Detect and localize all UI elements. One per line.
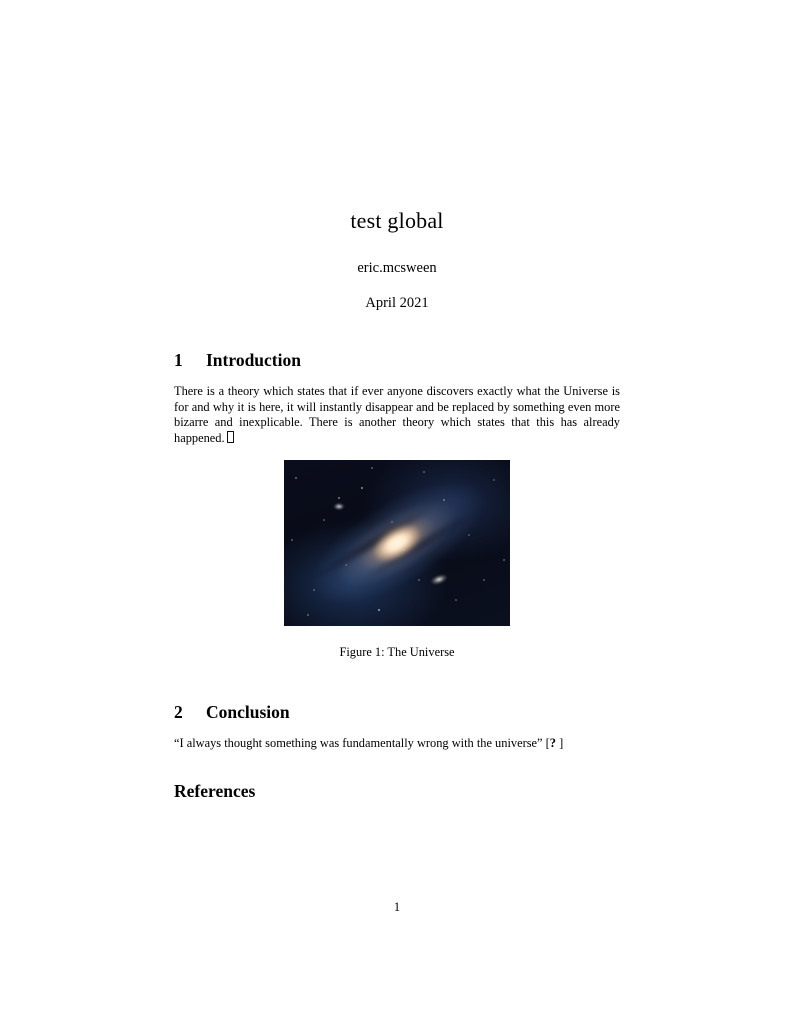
citation-bracket-close: ] (559, 736, 564, 751)
document-content (174, 0, 620, 802)
conclusion-quote (174, 736, 620, 751)
section-number: 1 (174, 350, 183, 370)
page-title: test global (350, 208, 444, 233)
introduction-text: There is a theory which states that if ever anyone discovers exactly what the Universe is for and why it is here, it will instantly disappear and be replaced by something even more bizarre and inexplicable. There is another theory which states that this has already happened. (174, 384, 620, 445)
document-author: eric.mcsween (357, 260, 437, 276)
section-title: Introduction (206, 350, 301, 370)
section-number: 2 (174, 702, 183, 723)
figure-1 (174, 460, 620, 660)
missing-citation-box (227, 431, 234, 443)
figure-caption: Figure 1: The Universe (339, 645, 455, 660)
citation-bracket-open: [ (545, 736, 550, 751)
quote-text: “I always thought something was fundamentally wrong with the universe” (174, 736, 543, 751)
section-title: Conclusion (206, 702, 290, 723)
citation-group (546, 736, 564, 750)
section-heading-conclusion (174, 702, 620, 723)
galaxy-image (284, 460, 510, 626)
page-number: 1 (393, 900, 401, 914)
introduction-paragraph (174, 384, 620, 446)
satellite-galaxy-upper (332, 502, 346, 511)
section-heading-introduction (174, 350, 620, 371)
citation-marker: ? (549, 736, 556, 751)
references-heading: References (174, 781, 256, 802)
document-date: April 2021 (365, 295, 429, 311)
